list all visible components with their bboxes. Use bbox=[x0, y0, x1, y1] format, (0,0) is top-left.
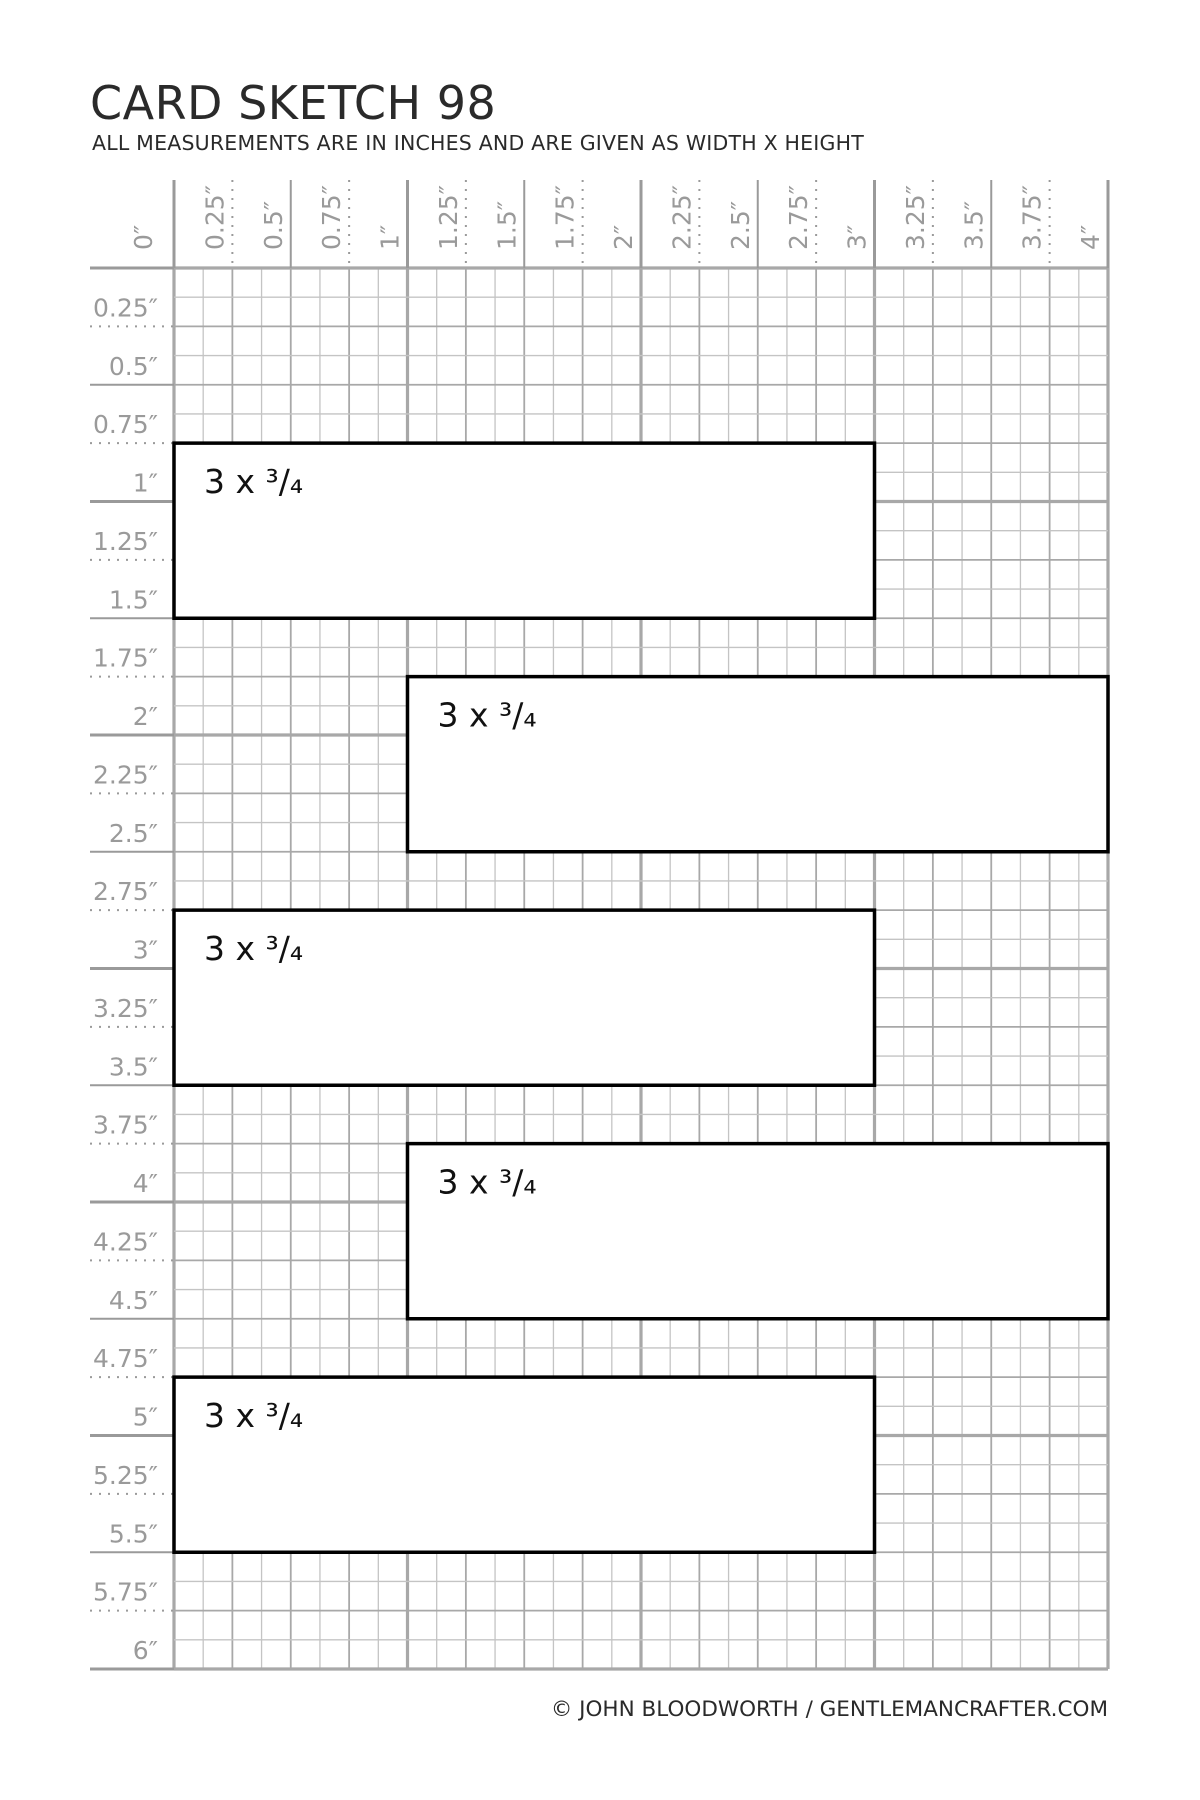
ruler-label-top: 1.75″ bbox=[550, 184, 580, 250]
ruler-label-left: 3.25″ bbox=[92, 993, 158, 1023]
ruler-label-left: 3″ bbox=[132, 935, 158, 965]
ruler-label-left: 0.5″ bbox=[108, 351, 158, 381]
ruler-label-left: 3.5″ bbox=[108, 1052, 158, 1082]
ruler-label-left: 4.75″ bbox=[92, 1344, 158, 1374]
ruler-label-top: 4″ bbox=[1076, 224, 1105, 250]
ruler-label-left: 5.75″ bbox=[92, 1577, 158, 1607]
ruler-label-left: 4.25″ bbox=[92, 1227, 158, 1257]
ruler-label-left: 0.75″ bbox=[92, 410, 158, 440]
panel-3 bbox=[174, 910, 875, 1085]
ruler-label-left: 3.75″ bbox=[92, 1110, 158, 1140]
ruler-label-left: 5.5″ bbox=[108, 1519, 158, 1549]
ruler-label-top: 2.75″ bbox=[784, 184, 814, 250]
ruler-label-left: 6″ bbox=[132, 1636, 158, 1665]
panel-label: 3 x ³/₄ bbox=[437, 1162, 537, 1202]
ruler-label-left: 4″ bbox=[132, 1169, 158, 1198]
ruler-label-left: 1.25″ bbox=[92, 526, 158, 556]
panel-label: 3 x ³/₄ bbox=[437, 695, 537, 735]
ruler-label-top: 3.5″ bbox=[959, 200, 989, 250]
ruler-label-top: 1.25″ bbox=[433, 184, 463, 250]
ruler-label-left: 2″ bbox=[132, 702, 158, 731]
ruler-label-left: 2.75″ bbox=[92, 877, 158, 907]
panel-label: 3 x ³/₄ bbox=[204, 929, 304, 969]
panel-label: 3 x ³/₄ bbox=[204, 462, 304, 502]
ruler-label-left: 2.25″ bbox=[92, 760, 158, 790]
panel-2 bbox=[408, 677, 1109, 852]
ruler-label-top: 0.5″ bbox=[258, 200, 288, 250]
ruler-label-left: 1.5″ bbox=[108, 585, 158, 615]
ruler-label-left: 4.5″ bbox=[108, 1285, 158, 1315]
ruler-label-top: 0.75″ bbox=[317, 184, 347, 250]
ruler-label-left: 5″ bbox=[132, 1402, 158, 1432]
ruler-label-top: 3″ bbox=[842, 224, 872, 250]
page-subtitle: ALL MEASUREMENTS ARE IN INCHES AND ARE GIVEN AS WIDTH X HEIGHT bbox=[92, 131, 864, 155]
ruler-label-top: 2″ bbox=[609, 224, 638, 250]
ruler-label-top: 2.25″ bbox=[667, 184, 697, 250]
ruler-label-left: 5.25″ bbox=[92, 1460, 158, 1490]
ruler-label-top: 0.25″ bbox=[200, 184, 230, 250]
page-title: CARD SKETCH 98 bbox=[90, 76, 497, 130]
ruler-label-left: 1.75″ bbox=[92, 643, 158, 673]
ruler-label-top: 1.5″ bbox=[492, 200, 522, 250]
ruler-label-left: 1″ bbox=[132, 468, 158, 498]
panel-5 bbox=[174, 1377, 875, 1552]
ruler-label-top: 2.5″ bbox=[725, 200, 755, 250]
panel-4 bbox=[408, 1144, 1109, 1319]
ruler-label-top: 3.25″ bbox=[900, 184, 930, 250]
ruler-origin-label: 0″ bbox=[129, 224, 158, 250]
panel-label: 3 x ³/₄ bbox=[204, 1396, 304, 1436]
ruler-label-left: 2.5″ bbox=[108, 818, 158, 848]
copyright-footer: © JOHN BLOODWORTH / GENTLEMANCRAFTER.COM bbox=[550, 1697, 1108, 1722]
panel-1 bbox=[174, 443, 875, 618]
ruler-label-top: 3.75″ bbox=[1017, 184, 1047, 250]
ruler-label-left: 0.25″ bbox=[92, 293, 158, 323]
ruler-label-top: 1″ bbox=[375, 224, 405, 250]
